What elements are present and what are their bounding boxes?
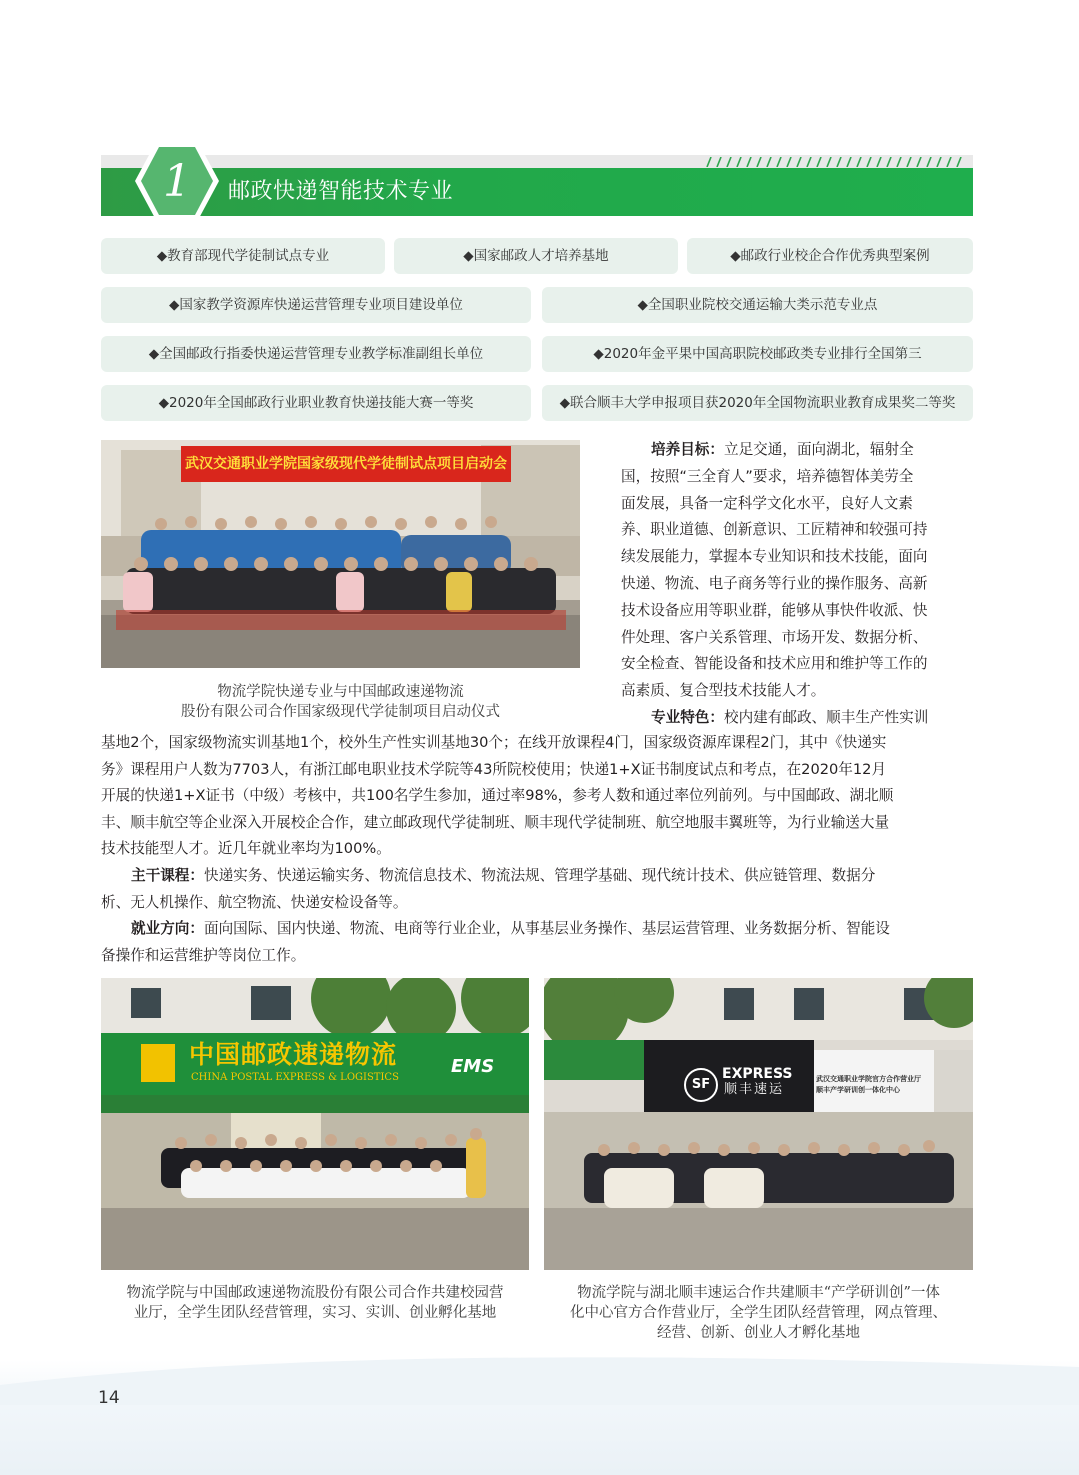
china-post-sign-english: CHINA POSTAL EXPRESS & LOGISTICS <box>191 1072 399 1083</box>
caption-line: 物流学院与湖北顺丰速运合作共建顺丰“产学研训创”一体 <box>577 1285 940 1301</box>
text-line: 备操作和运营维护等岗位工作。 <box>101 946 306 964</box>
employment-label: 就业方向： <box>131 920 204 937</box>
text-line: 国，按照“三全育人”要求，培养德智体美劳全 <box>621 467 914 485</box>
sf-express-office-photo <box>544 978 973 1270</box>
sf-chinese-sign-text: 顺丰速运 <box>724 1082 785 1097</box>
features-text <box>101 730 973 863</box>
training-goal-text <box>621 437 973 732</box>
core-courses-text <box>101 863 973 916</box>
employment-text <box>101 916 973 969</box>
text-line: 技术设备应用等职业群，能够从事快件收派、快 <box>621 601 928 619</box>
sf-express-sign-text: EXPRESS <box>722 1066 793 1082</box>
board-line: 顺丰产学研训创一体化中心 <box>816 1086 900 1094</box>
text-line <box>621 705 973 732</box>
caption-line: 经营、创新、创业人才孵化基地 <box>657 1325 860 1341</box>
banner-stripe-decoration <box>705 157 970 167</box>
text-line: 续发展能力，掌握本专业知识和技术技能，面向 <box>621 548 928 566</box>
ems-logo-text: EMS <box>451 1056 495 1077</box>
text-line: 开展的快递1+X证书（中级）考核中，共100名学生参加，通过率98%，参考人数和通过率位列前列。与中国邮政、湖北顺 <box>101 787 894 804</box>
china-post-photo-caption <box>101 1283 529 1323</box>
text-line: 快递、物流、电子商务等行业的操作服务、高新 <box>621 574 928 592</box>
honor-tag: ◆联合顺丰大学申报项目获2020年全国物流职业教育成果奖二等奖 <box>542 385 973 421</box>
honor-tag: ◆国家邮政人才培养基地 <box>394 238 678 274</box>
text-line: 面发展，具备一定科学文化水平，良好人文素 <box>621 494 913 512</box>
caption-line: 业厅，全学生团队经营管理，实习、实训、创业孵化基地 <box>133 1305 497 1321</box>
text-span: 立足交通，面向湖北，辐射全 <box>723 441 914 458</box>
china-post-sign-text: 中国邮政速递物流 <box>189 1040 398 1069</box>
honor-tag: ◆全国邮政行指委快递运营管理专业教学标准副组长单位 <box>101 336 531 372</box>
text-line: 丰、顺丰航空等企业深入开展校企合作，建立邮政现代学徒制班、顺丰现代学徒制班、航空地服丰翼班等，为行业输送大量 <box>101 813 890 831</box>
ceremony-banner-text: 武汉交通职业学院国家级现代学徒制试点项目启动会 <box>185 456 507 472</box>
china-post-office-photo <box>101 978 529 1270</box>
features-label: 专业特色： <box>651 708 724 726</box>
honor-tag: ◆全国职业院校交通运输大类示范专业点 <box>542 287 973 323</box>
honor-tag: ◆2020年金平果中国高职院校邮政类专业排行全国第三 <box>542 336 973 372</box>
text-span: 校内建有邮政、顺丰生产性实训 <box>723 708 929 726</box>
board-line: 武汉交通职业学院官方合作营业厅 <box>816 1075 921 1083</box>
sf-logo-icon: SF <box>684 1068 718 1102</box>
ceremony-group-photo <box>101 440 580 668</box>
ceremony-photo-caption <box>101 682 580 722</box>
core-courses-label: 主干课程： <box>131 867 204 884</box>
honor-tag: ◆2020年全国邮政行业职业教育快递技能大赛一等奖 <box>101 385 531 421</box>
honor-tag: ◆国家教学资源库快递运营管理专业项目建设单位 <box>101 287 531 323</box>
caption-line: 物流学院快递专业与中国邮政速递物流 <box>217 684 464 700</box>
caption-line: 化中心官方合作营业厅，全学生团队经营管理，网点管理、 <box>570 1305 947 1321</box>
text-line: 基地2个，国家级物流实训基地1个，校外生产性实训基地30个；在线开放课程4门，国家级资源库课程2门，其中《快递实 <box>101 734 887 751</box>
caption-line: 物流学院与中国邮政速递物流股份有限公司合作共建校园营 <box>126 1285 504 1301</box>
sf-partner-board <box>816 1074 932 1096</box>
text-line <box>101 916 973 943</box>
text-line: 高素质、复合型技术技能人才。 <box>621 682 826 700</box>
text-line <box>101 863 973 890</box>
footer-wave-decoration <box>0 1345 1079 1405</box>
text-line: 件处理、客户关系管理、市场开发、数据分析、 <box>621 628 928 646</box>
text-line <box>621 437 973 464</box>
text-line: 养、职业道德、创新意识、工匠精神和较强可持 <box>621 521 928 539</box>
honor-tag: ◆教育部现代学徒制试点专业 <box>101 238 385 274</box>
text-span: 面向国际、国内快递、物流、电商等行业企业，从事基层业务操作、基层运营管理、业务数据分析、智能设 <box>203 920 890 937</box>
training-goal-label: 培养目标： <box>651 441 724 458</box>
text-line: 务》课程用户人数为7703人，有浙江邮电职业技术学院等43所院校使用；快递1+X证书制度试点和考点，在2020年12月 <box>101 760 887 778</box>
text-line: 析、无人机操作、航空物流、快递安检设备等。 <box>101 893 408 911</box>
text-line: 技术技能型人才。近几年就业率均为100%。 <box>101 840 391 857</box>
sf-express-photo-caption <box>544 1283 973 1343</box>
text-span: 快递实务、快递运输实务、物流信息技术、物流法规、管理学基础、现代统计技术、供应链管理、数据分 <box>203 867 876 884</box>
honor-tag: ◆邮政行业校企合作优秀典型案例 <box>687 238 973 274</box>
section-title: 邮政快递智能技术专业 <box>228 179 454 204</box>
caption-line: 股份有限公司合作国家级现代学徒制项目启动仪式 <box>181 704 500 720</box>
section-number: 1 <box>163 156 191 207</box>
page-number: 14 <box>98 1388 120 1408</box>
text-line: 安全检查、智能设备和技术应用和维护等工作的 <box>621 655 928 673</box>
